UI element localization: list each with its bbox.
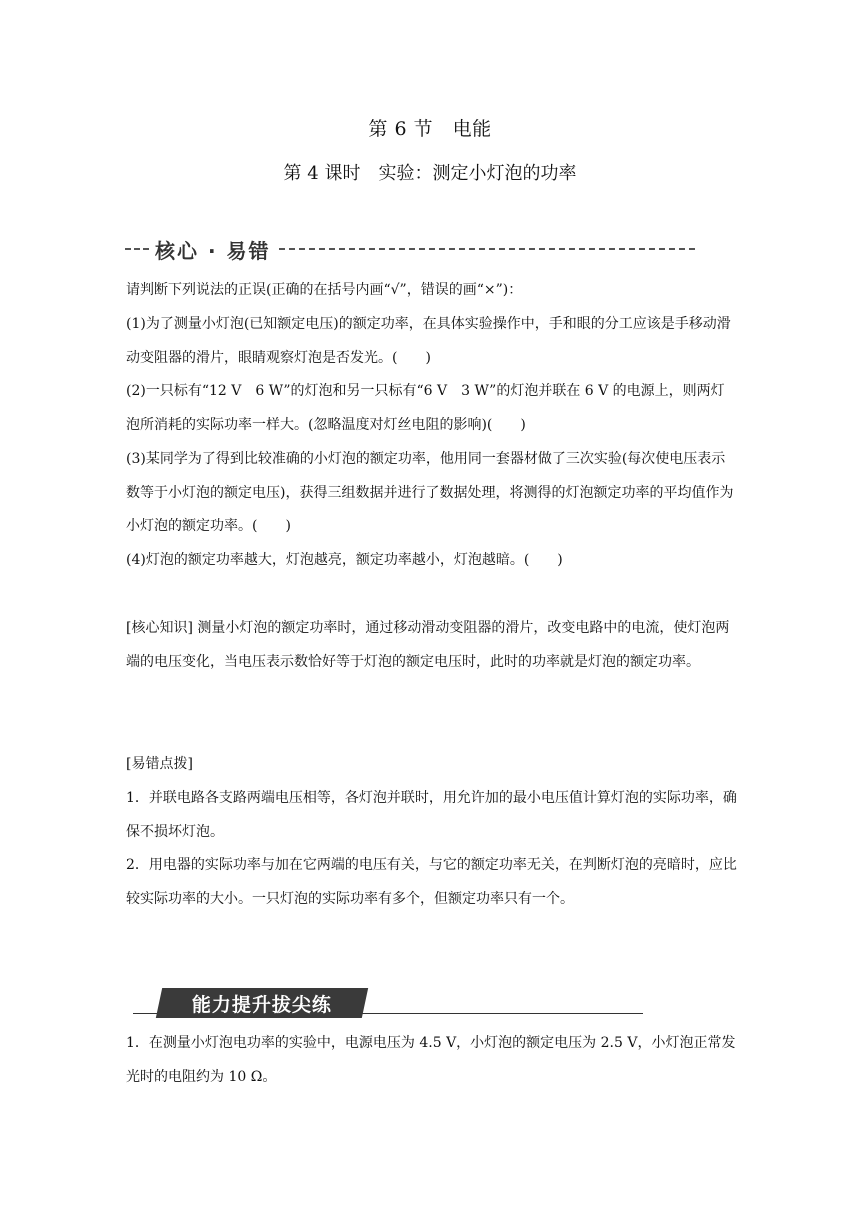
- practice-section-heading: 能力提升拔尖练: [191, 993, 332, 1016]
- core-knowledge-paragraph: [核心知识] 测量小灯泡的额定功率时，通过移动滑动变阻器的滑片，改变电路中的电流，使灯泡两端的电压变化，当电压表示数恰好等于灯泡的额定电压时，此时的功率就是灯泡的额定功率。: [126, 620, 730, 670]
- core-section-heading: 核心 · 易错: [155, 238, 271, 263]
- instruction-text: 请判断下列说法的正误(正确的在括号内画“√”，错误的画“×”)：: [126, 282, 523, 298]
- tips-heading: [易错点拨]: [126, 756, 193, 772]
- question-1-text: 1．在测量小灯泡电功率的实验中，电源电压为 4.5 V，小灯泡的额定电压为 2.5 V，小灯泡正常发光时的电阻约为 10 Ω。: [126, 1035, 736, 1085]
- judgment-item-1: (1)为了测量小灯泡(已知额定电压)的额定功率，在具体实验操作中，手和眼的分工应该是手移动滑动变阻器的滑片，眼睛观察灯泡是否发光。( ): [126, 316, 731, 366]
- dashed-divider-right: [279, 248, 695, 250]
- lesson-title: 第 4 课时 实验：测定小灯泡的功率: [283, 163, 577, 184]
- tip-item-2: 2．用电器的实际功率与加在它两端的电压有关，与它的额定功率无关，在判断灯泡的亮暗时，应比较实际功率的大小。一只灯泡的实际功率有多个，但额定功率只有一个。: [126, 857, 737, 907]
- practice-heading-tab: [156, 988, 368, 1018]
- judgment-item-3: (3)某同学为了得到比较准确的小灯泡的额定功率，他用同一套器材做了三次实验(每次使电压表示数等于小灯泡的额定电压)，获得三组数据并进行了数据处理，将测得的灯泡额定功率的平均值作为小灯泡的额定功率。( ): [126, 451, 734, 534]
- section-title: 第 6 节 电能: [368, 118, 492, 140]
- practice-section-header: [133, 988, 643, 1020]
- judgment-item-2: (2)一只标有“12 V 6 W”的灯泡和另一只标有“6 V 3 W”的灯泡并联在 6 V 的电源上，则两灯泡所消耗的实际功率一样大。(忽略温度对灯丝电阻的影响)( ): [126, 383, 725, 433]
- dashed-divider-left: [125, 248, 149, 250]
- core-section-header: [125, 234, 695, 264]
- tip-item-1: 1．并联电路各支路两端电压相等，各灯泡并联时，用允许加的最小电压值计算灯泡的实际功率，确保不损坏灯泡。: [126, 790, 737, 840]
- judgment-item-4: (4)灯泡的额定功率越大，灯泡越亮，额定功率越小，灯泡越暗。( ): [126, 552, 563, 568]
